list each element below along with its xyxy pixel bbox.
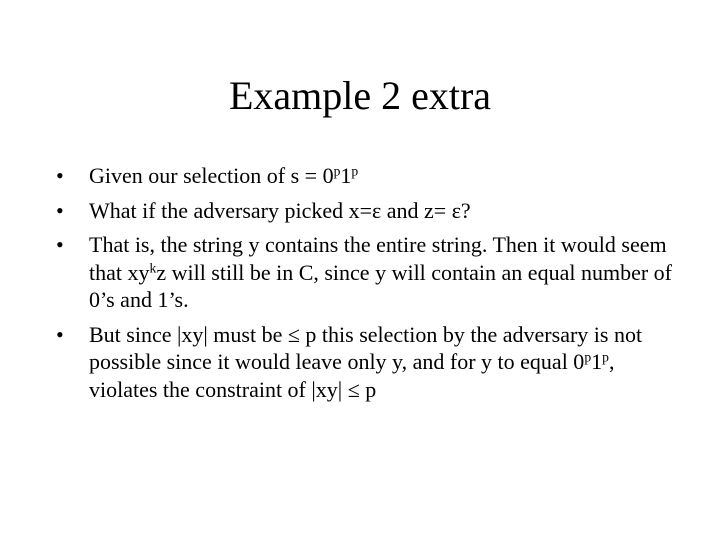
bullet-icon: •: [56, 163, 64, 188]
text-segment: That is, the string y contains the entire string. Then it would seem that xy: [89, 232, 667, 285]
text-segment: 1: [591, 349, 603, 374]
superscript: p: [584, 349, 592, 365]
superscript: p: [602, 349, 609, 365]
text-segment: z will still be in C, since y will contain an equal number of 0’s and 1’s.: [89, 259, 672, 312]
text-segment: Given our selection of s = 0: [89, 163, 334, 188]
bullet-text: [89, 321, 674, 404]
bullet-item: [54, 197, 674, 225]
superscript: p: [333, 163, 341, 179]
slide-title: Example 2 extra: [228, 73, 492, 118]
bullet-icon: •: [56, 197, 64, 223]
bullet-icon: •: [56, 321, 64, 347]
bullet-text: [89, 197, 674, 225]
text-segment: What if the adversary picked x=ε and z= ε?: [89, 197, 471, 223]
text-segment: But since |xy| must be ≤ p this selection by the adversary is not possible since it would leave only y, and for y to equal 0: [89, 321, 643, 374]
bullet-item: [54, 162, 674, 190]
text-segment: , violates the constraint of |xy| ≤ p: [89, 349, 615, 402]
bullet-text: [89, 162, 674, 190]
bullet-text: [89, 231, 674, 314]
bullet-item: [54, 321, 674, 404]
superscript: p: [351, 163, 359, 179]
bullet-list: [54, 162, 674, 410]
superscript: k: [149, 260, 157, 275]
bullet-item: [54, 231, 674, 314]
bullet-icon: •: [56, 232, 64, 257]
text-segment: 1: [340, 163, 352, 188]
